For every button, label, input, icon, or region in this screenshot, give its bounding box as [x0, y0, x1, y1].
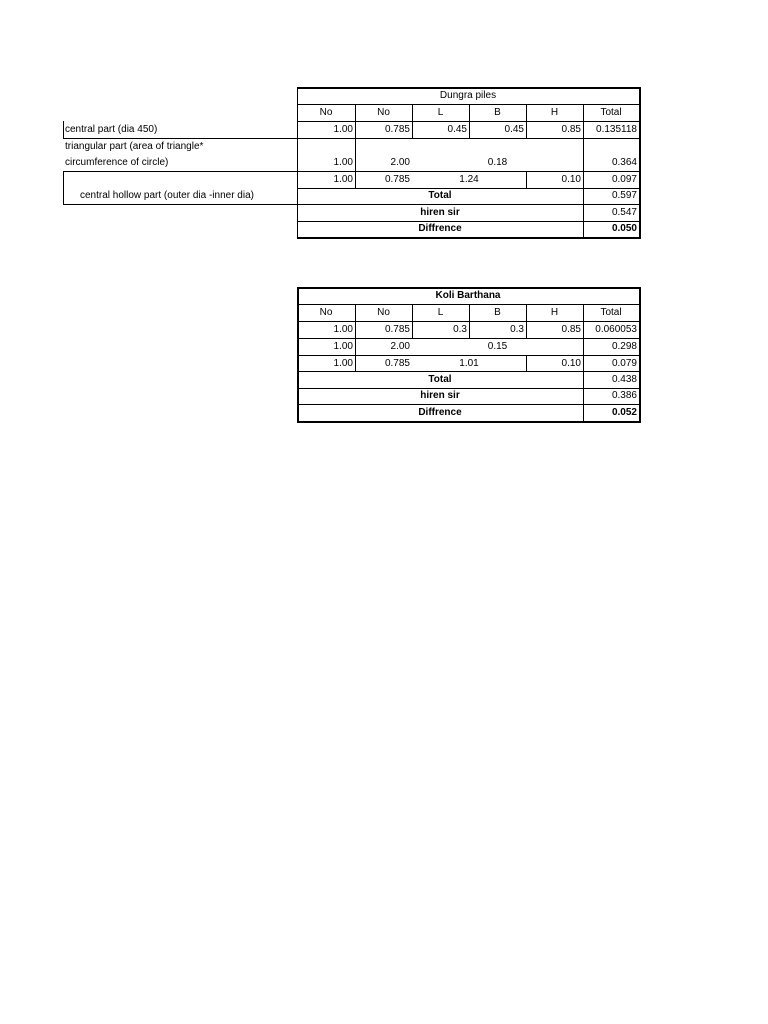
- cell-no1: 1.00: [333, 358, 353, 369]
- grid-line: [63, 171, 640, 172]
- cell-no1: 1.00: [333, 174, 353, 185]
- cell-b: 0.45: [504, 124, 524, 135]
- summary-value-hiren: 0.386: [611, 390, 637, 401]
- row-label-central: central part (dia 450): [65, 124, 158, 135]
- summary-value-diff: 0.052: [611, 407, 637, 418]
- grid-line: [297, 188, 640, 189]
- table-title: Dungra piles: [439, 90, 497, 101]
- cell-l: 0.45: [447, 124, 467, 135]
- summary-value-diff: 0.050: [611, 223, 637, 234]
- grid-line: [526, 304, 527, 338]
- grid-line: [639, 287, 641, 423]
- summary-label-diff: Diffrence: [418, 407, 462, 418]
- summary-value-hiren: 0.547: [611, 207, 637, 218]
- cell-h: 0.10: [561, 358, 581, 369]
- cell-h: 0.10: [561, 174, 581, 185]
- cell-total: 0.060053: [595, 324, 637, 335]
- grid-line: [355, 104, 356, 188]
- grid-line: [297, 421, 640, 423]
- grid-line: [526, 355, 527, 371]
- grid-line: [639, 87, 641, 239]
- cell-total: 0.135118: [596, 124, 637, 135]
- header-no-1: No: [319, 307, 333, 318]
- header-total: Total: [600, 307, 622, 318]
- header-b: B: [494, 107, 501, 118]
- header-b: B: [494, 307, 501, 318]
- cell-total: 0.079: [611, 358, 637, 369]
- grid-line: [297, 355, 640, 356]
- header-h: H: [550, 107, 559, 118]
- grid-line: [297, 287, 299, 423]
- grid-line: [412, 104, 413, 138]
- header-h: H: [550, 307, 559, 318]
- summary-label-hiren: hiren sir: [420, 207, 460, 218]
- row-label-hollow: central hollow part (outer dia -inner dia): [80, 190, 254, 201]
- grid-line: [355, 304, 356, 371]
- grid-line: [63, 138, 640, 139]
- summary-value-total: 0.597: [611, 190, 637, 201]
- grid-line: [63, 121, 64, 139]
- grid-line: [297, 371, 640, 372]
- cell-b: 0.3: [510, 324, 524, 335]
- grid-line: [297, 338, 640, 339]
- grid-line: [297, 87, 640, 89]
- grid-line: [469, 104, 470, 138]
- cell-l: 0.3: [453, 324, 467, 335]
- grid-line: [297, 237, 640, 239]
- cell-lb: 1.24: [459, 174, 479, 185]
- grid-line: [469, 304, 470, 338]
- header-l: L: [437, 107, 444, 118]
- cell-lbh: 0.18: [487, 157, 508, 168]
- cell-no2: 0.785: [384, 174, 410, 185]
- grid-line: [297, 287, 640, 289]
- summary-value-total: 0.438: [611, 374, 637, 385]
- grid-line: [297, 404, 640, 405]
- header-l: L: [437, 307, 444, 318]
- grid-line: [297, 87, 298, 239]
- grid-line: [583, 304, 584, 423]
- cell-total: 0.097: [611, 174, 637, 185]
- cell-no2: 0.785: [384, 358, 410, 369]
- cell-no2: 0.785: [384, 324, 410, 335]
- header-total: Total: [600, 107, 622, 118]
- summary-label-hiren: hiren sir: [420, 390, 460, 401]
- grid-line: [526, 104, 527, 138]
- cell-no1: 1.00: [333, 157, 353, 168]
- cell-no2: 0.785: [384, 124, 410, 135]
- grid-line: [63, 171, 64, 205]
- cell-total: 0.364: [611, 157, 637, 168]
- summary-label-total: Total: [428, 190, 452, 201]
- header-no-2: No: [377, 307, 390, 318]
- cell-no1: 1.00: [333, 324, 353, 335]
- row-label-triangular-2: circumference of circle): [65, 157, 169, 168]
- grid-line: [583, 104, 584, 239]
- row-label-triangular-1: triangular part (area of triangle*: [65, 141, 204, 152]
- table-title: Koli Barthana: [435, 290, 501, 301]
- header-no-1: No: [319, 107, 333, 118]
- cell-h: 0.85: [561, 324, 581, 335]
- grid-line: [63, 204, 640, 205]
- cell-lbh: 0.15: [487, 341, 508, 352]
- summary-label-diff: Diffrence: [418, 223, 462, 234]
- summary-label-total: Total: [428, 374, 452, 385]
- cell-no1: 1.00: [333, 124, 353, 135]
- cell-total: 0.298: [611, 341, 637, 352]
- cell-h: 0.85: [561, 124, 581, 135]
- cell-no2: 2.00: [390, 341, 410, 352]
- grid-line: [412, 304, 413, 338]
- header-no-2: No: [377, 107, 390, 118]
- grid-line: [297, 221, 640, 222]
- cell-no2: 2.00: [390, 157, 410, 168]
- grid-line: [297, 388, 640, 389]
- cell-no1: 1.00: [333, 341, 353, 352]
- grid-line: [526, 171, 527, 188]
- cell-lb: 1.01: [459, 358, 479, 369]
